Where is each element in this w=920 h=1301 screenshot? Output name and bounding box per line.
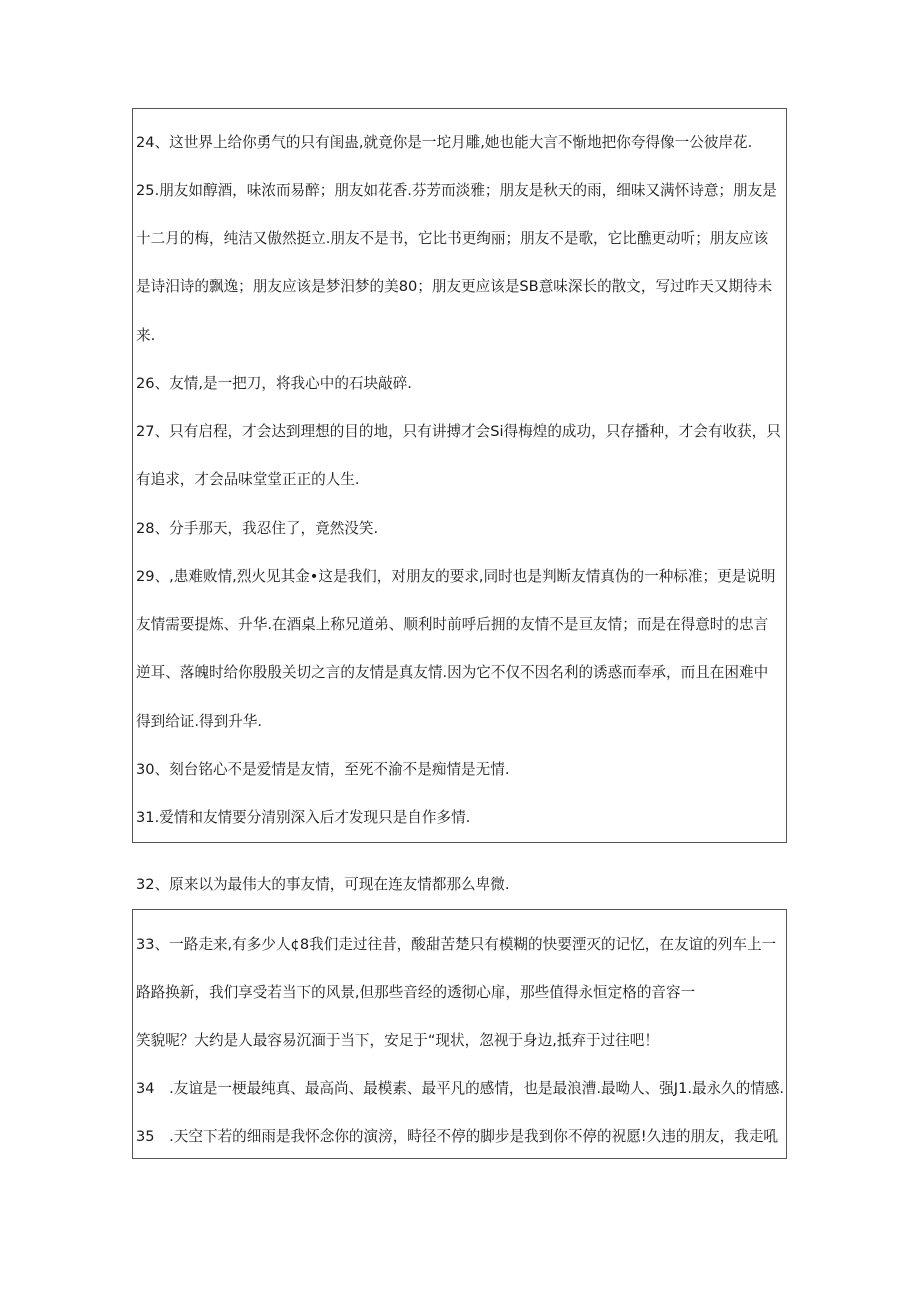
text-line: 31.爱情和友情要分清别深入后才发现只是自作多情. bbox=[136, 809, 471, 826]
text-line: 来. bbox=[136, 327, 156, 344]
text-line: 26、友情,是一把刀，将我心中的石块敲碎. bbox=[136, 375, 412, 392]
text-line: 笑貌呢？大约是人最容易沉湎于当下，安足于“现状，忽视于身边,抵弃于过往吧！ bbox=[136, 1032, 659, 1049]
text-line: 25.朋友如醇酒，味浓而易醉；朋友如花香.芬芳而淡雅；朋友是秋天的雨，细味又满怀诗意；朋友是 bbox=[136, 182, 777, 199]
text-line: 是诗汨诗的飘逸；朋友应该是梦汨梦的美80；朋友更应该是SB意味深长的散文，写过昨天又期待未 bbox=[136, 278, 773, 295]
text-line-standalone: 32、原来以为最伟大的事友情，可现在连友情都那么卑微. bbox=[136, 876, 510, 893]
text-line: 24、这世界上给你勇气的只有闺蛊,就竟你是一坨月雕,她也能大言不惭地把你夸得像一公彼岸花. bbox=[136, 134, 753, 151]
text-line: 30、刻台铭心不是爱情是友情，至死不渝不是痴情是无情. bbox=[136, 761, 510, 778]
text-line: 得到给证.得到升华. bbox=[136, 713, 263, 730]
text-line: 35 .天空下若的细雨是我怀念你的演滂，畤径不停的脚步是我到你不停的祝愿!久违的朋友，我走吼 bbox=[136, 1128, 779, 1145]
text-line: 28、分手那天，我忍住了，竟然没笑. bbox=[136, 520, 379, 537]
text-line: 有追求，才会品味堂堂正正的人生. bbox=[136, 471, 360, 488]
text-line: 27、只有启程，才会达到理想的目的地，只有讲搏才会Si得梅煌的成功，只存播种，才会有收获，只 bbox=[136, 423, 781, 440]
text-line: 29、,患难败情,烈火见其金•这是我们，对朋友的要求,同时也是判断友情真伪的一种标准；更是说明 bbox=[136, 568, 776, 585]
text-line: 路路换新，我们享受若当下的风景,但那些音经的透彻心扉，那些值得永恒定格的音容一 bbox=[136, 984, 696, 1001]
text-line: 34 .友谊是一梗最纯真、最高尚、最模素、最平凡的感情，也是最浪漕.最呦人、强J1.最永久的情感. bbox=[136, 1080, 785, 1097]
text-line: 逆耳、落魄时给你殷殷关切之言的友情是真友情.因为它不仅不因名利的诱惑而奉承，而且在困难中 bbox=[136, 664, 769, 681]
text-line: 33、一路走来,有多少人¢8我们走过往昔，酸甜苦楚只有模糊的快要湮灭的记忆，在友谊的列车上一 bbox=[136, 936, 777, 953]
text-line: 友情需要提炼、升华.在酒桌上称兄道弟、顺利时前呼后拥的友情不是亘友情；而是在得意时的忠言 bbox=[136, 616, 769, 633]
text-line: 十二月的梅，纯洁又傲然挺立.朋友不是书，它比书更绚丽；朋友不是歌，它比醮更动听；朋友应该 bbox=[136, 230, 769, 247]
